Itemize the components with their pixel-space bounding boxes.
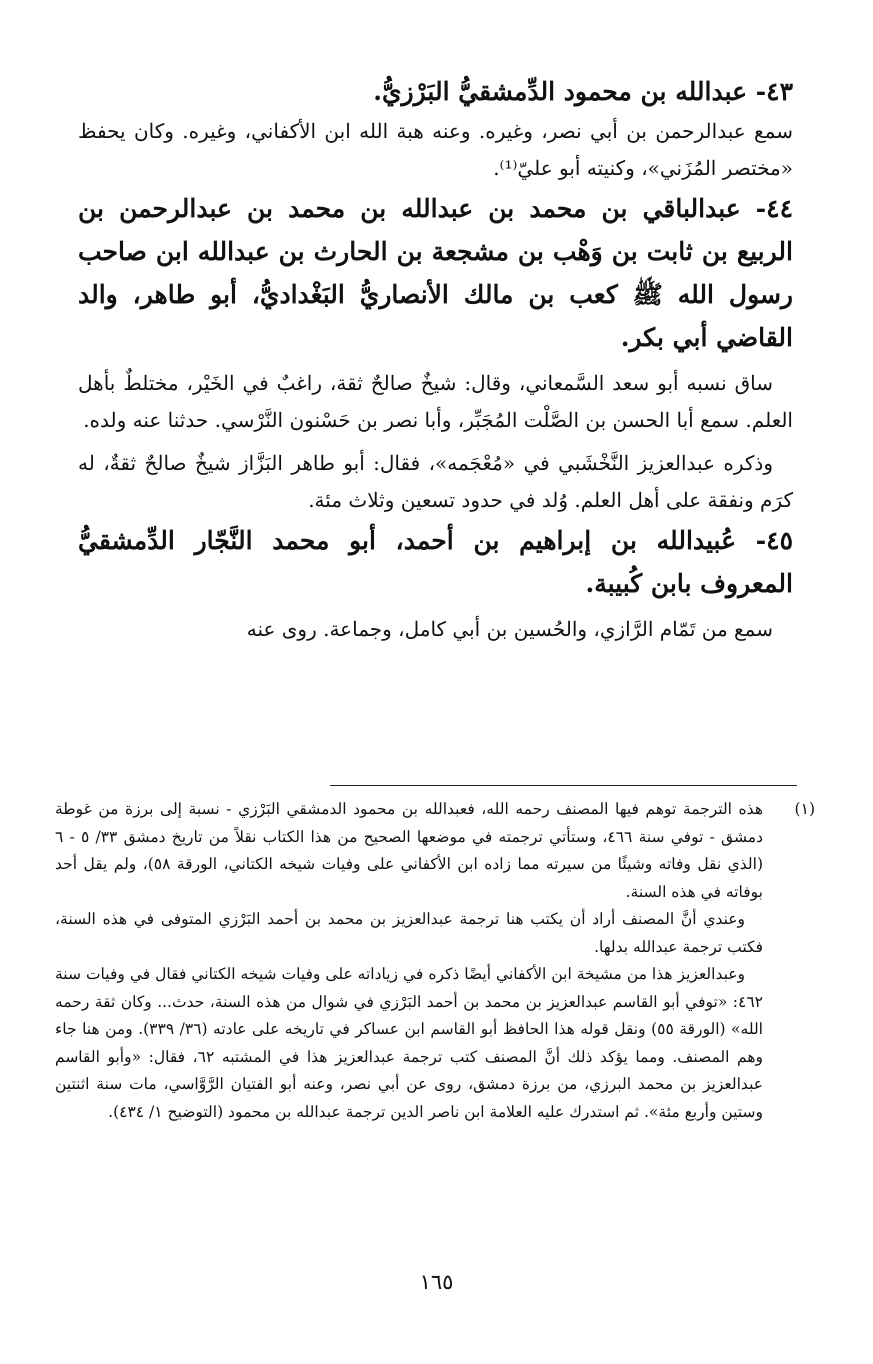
entry-45-paragraph: سمع من تَمّام الرَّازي، والحُسين بن أبي كامل، وجماعة. روى عنه — [246, 617, 773, 641]
footnote-separator — [330, 785, 797, 786]
entry-44-paragraph-1: ساق نسبه أبو سعد السَّمعاني، وقال: شيخٌ صالحٌ ثقة، راغبٌ في الخَيْر، مختلطٌ بأهل العلم. سمع أبا الحسن بن الصَّلْت المُجَبِّر، وأبا نصر بن حَسْنون النَّرْسي. حدثنا عنه ولده. — [78, 371, 793, 432]
footnote-1 — [55, 796, 815, 1126]
footnote-paragraph-1: هذه الترجمة توهم فيها المصنف رحمه الله، فعبدالله بن محمود الدمشقي البَرْزي - نسبة إلى برزة من غوطة دمشق - توفي سنة ٤٦٦، وستأتي ترجمته في موضعها الصحيح من هذا الكتاب نقلاً من تاريخ دمشق ٣٣/ ٥ - ٦ (الذي نقل وفاته وشيئًا من سيرته مما زاده ابن الأكفاني على وفيات شيخه الكتاني، الورقة ٥٨)، ولم يقل أحد بوفاته في هذه السنة. — [55, 800, 763, 901]
entry-heading-44: ٤٤- عبدالباقي بن محمد بن عبدالله بن محمد بن عبدالرحمن بن الربيع بن ثابت بن وَهْب بن مشجعة بن الحارث بن عبدالله ابن صاحب رسول الله ﷺ كعب بن مالك الأنصاريُّ البَغْداديُّ، أبو طاهر، والد القاضي أبي بكر. — [78, 194, 793, 352]
entry-heading-43: ٤٣- عبدالله بن محمود الدِّمشقيُّ البَرْزيُّ. — [373, 77, 793, 106]
footnote-body — [55, 796, 763, 1126]
footnotes — [55, 796, 815, 1126]
entry-44-paragraph-2: وذكره عبدالعزيز النَّخْشَبي في «مُعْجَمه»، فقال: أبو طاهر البَزَّاز شيخٌ صالحٌ ثقةٌ، له كرَم ونفقة على أهل العلم. وُلد في حدود تسعين وثلاث مئة. — [78, 451, 793, 512]
page-number: ١٦٥ — [419, 1270, 454, 1294]
footnote-paragraph-2: وعندي أنَّ المصنف أراد أن يكتب هنا ترجمة عبدالعزيز بن محمد بن أحمد البَرْزي المتوفى في هذه السنة، فكتب ترجمة عبدالله بدلها. — [55, 910, 763, 956]
footnote-paragraph-3: وعبدالعزيز هذا من مشيخة ابن الأكفاني أيضًا ذكره في زياداته على وفيات شيخه الكتاني فقال في وفيات سنة ٤٦٢: «توفي أبو القاسم عبدالعزيز بن محمد بن أحمد البَرْزي في شوال من هذه السنة، حدث... وكان ثقة رحمه الله» (الورقة ٥٥) ونقل قوله هذا الحافظ أبو القاسم ابن عساكر في تاريخه على عادته (٣٦/ ٣٣٩). ومن هنا جاء وهم المصنف. ومما يؤكد ذلك أنَّ المصنف كتب ترجمة عبدالعزيز هذا في المشتبه ٦٢، فقال: «وأبو القاسم عبدالعزيز بن محمد البرزي، من برزة دمشق، روى عن أبي نصر، وعنه أبو الفتيان الرَّوَّاسي، مات سنة اثنتين وستين وأربع مئة». ثم استدرك عليه العلامة ابن ناصر الدين ترجمة عبدالله بن محمود (التوضيح ١/ ٤٣٤). — [55, 965, 763, 1121]
entry-43-paragraph: سمع عبدالرحمن بن أبي نصر، وغيره. وعنه هبة الله ابن الأكفاني، وغيره. وكان يحفظ «مختصر المُزَني»، وكنيته أبو عليّ⁽¹⁾. — [78, 119, 793, 180]
entry-heading-45: ٤٥- عُبيدالله بن إبراهيم بن أحمد، أبو محمد النَّجّار الدِّمشقيُّ المعروف بابن كُبيبة. — [78, 526, 793, 598]
footnote-number: (١) — [794, 800, 815, 818]
